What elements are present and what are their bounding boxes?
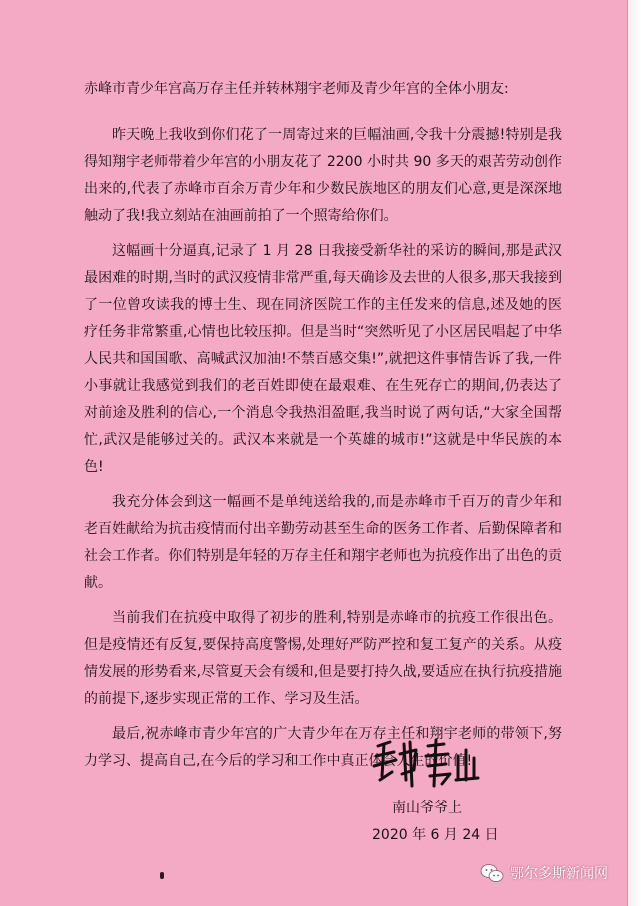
letter-body <box>84 78 562 783</box>
signature-name: 南山爷爷上 <box>392 800 462 816</box>
letter-paragraph-5: 最后,祝赤峰市青少年宫的广大青少年在万存主任和翔宇老师的带领下,努力学习、提高自己,在今后的学习和工作中真正体会人生的价值! <box>84 726 562 769</box>
letter-paragraph-1: 昨天晚上我收到你们花了一周寄过来的巨幅油画,令我十分震撼!特别是我得知翔宇老师带着少年宫的小朋友花了 2200 小时共 90 多天的艰苦劳动创作出来的,代表了赤峰市百余万青少年和少数民族地区的朋友们心意,更是深深地触动了我!我立刻站在油画前拍了一个照寄给你们。 <box>84 127 562 224</box>
letter-paragraph-3: 我充分体会到这一幅画不是单纯送给我的,而是赤峰市千百万的青少年和老百姓献给为抗击疫情而付出辛勤劳动甚至生命的医务工作者、后勤保障者和社会工作者。你们特别是年轻的万存主任和翔宇老师也为抗疫作出了出色的贡献。 <box>84 494 562 591</box>
watermark-text: 鄂尔多斯新闻网 <box>510 866 608 882</box>
wechat-icon <box>480 862 504 884</box>
signature-date: 2020 年 6 月 24 日 <box>372 827 499 843</box>
scan-edge <box>628 0 641 906</box>
scan-speck <box>160 872 164 879</box>
letter-paragraph-4: 当前我们在抗疫中取得了初步的胜利,特别是赤峰市的抗疫工作很出色。但是疫情还有反复,要保持高度警惕,处理好严防严控和复工复产的关系。从疫情发展的形势看来,尽管夏天会有缓和,但是要打持久战,要适应在执行抗疫措施的前提下,逐步实现正常的工作、学习及生活。 <box>84 610 562 707</box>
letter-paragraph-2: 这幅画十分逼真,记录了 1 月 28 日我接受新华社的采访的瞬间,那是武汉最困难的时期,当时的武汉疫情非常严重,每天确诊及去世的人很多,那天我接到了一位曾攻读我的博士生、现在同济医院工作的主任发来的信息,述及她的医疗任务非常繁重,心情也比较压抑。但是当时“突然听见了小区居民唱起了中华人民共和国国歌、高喊武汉加油!不禁百感交集!”,就把这件事情告诉了我,一件小事就让我感觉到我们的老百姓即使在最艰难、在生死存亡的期间,仍表达了对前途及胜利的信心,一个消息令我热泪盈眶,我当时说了两句话,“大家全国帮忙,武汉是能够过关的。武汉本来就是一个英雄的城市!”这就是中华民族的本色! <box>84 243 562 475</box>
handwritten-signature <box>370 736 490 792</box>
source-watermark <box>480 860 608 886</box>
letter-salutation: 赤峰市青少年宫高万存主任并转林翔宇老师及青少年宫的全体小朋友: <box>84 81 509 97</box>
